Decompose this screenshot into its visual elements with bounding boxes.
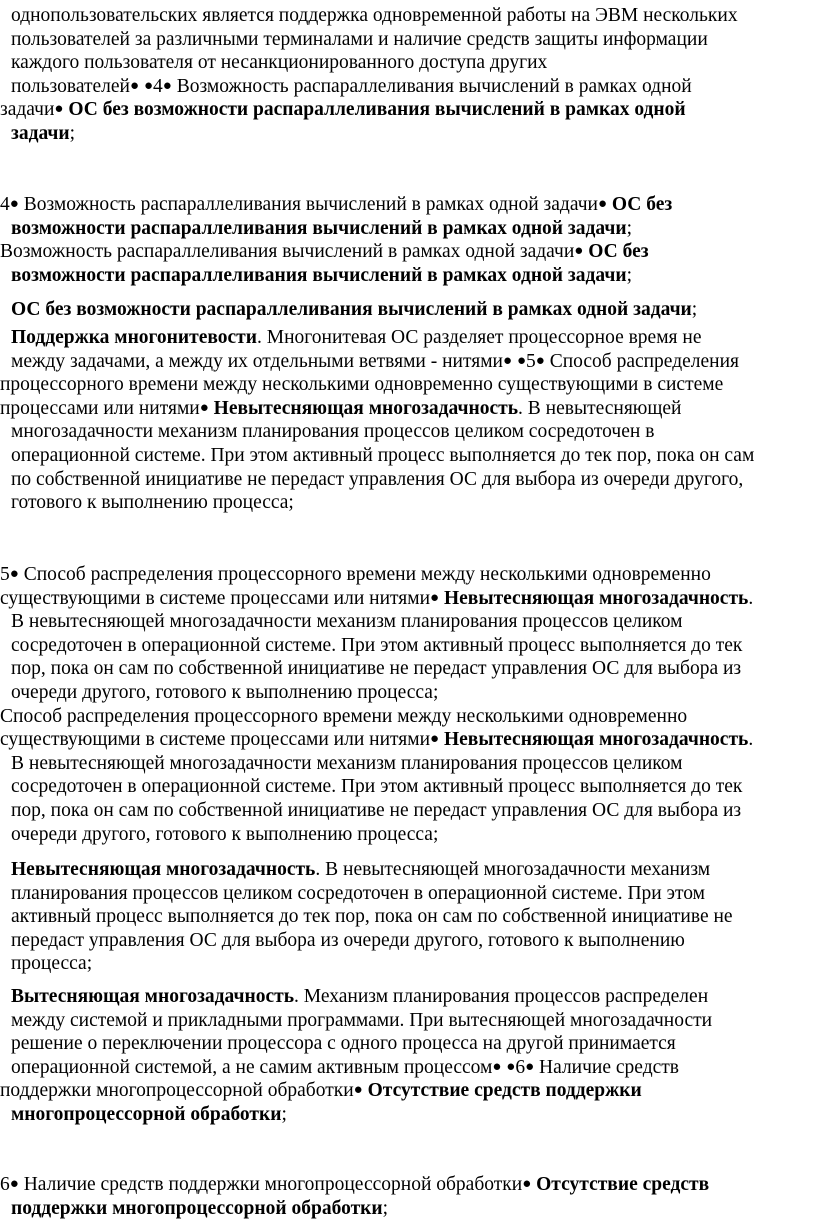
text-run: 4 [0,194,10,215]
text-run: . В невытесняющей [518,397,682,419]
text-line [0,397,790,421]
text-line [0,420,790,444]
paragraph [0,298,790,322]
bold-text-run: возможности распараллеливания вычислений в рамках одной задачи [11,264,627,286]
text-run: В невытесняющей многозадачности механизм планирования процессов целиком [11,752,683,774]
text-line [0,775,790,799]
bullet-icon: ● [9,1176,19,1192]
bullet-icon: ● [522,1176,532,1192]
text-line [0,610,790,634]
text-run: Возможность распараллеливания вычислений в рамках одной задачи [0,241,575,263]
text-run: . Многонитевая ОС разделяет процессорное время не [257,327,702,348]
text-line [0,28,790,52]
bold-text-run: возможности распараллеливания вычислений в рамках одной задачи [11,217,627,239]
text-run: процессами или нитями [0,397,200,419]
text-line [0,491,790,515]
text-line [0,681,790,705]
text-run: Наличие средств [534,1056,680,1078]
text-run: 5 [0,564,10,585]
text-run: Наличие средств поддержки многопроцессорной обработки [18,1174,523,1195]
text-line [0,373,790,397]
bullet-icon: ● [130,77,140,94]
bullet-icon: ● [574,243,584,260]
text-run: сосредоточен в операционной системе. При этом активный процесс выполняется до тек [11,776,743,798]
text-line [0,634,790,658]
text-run: по собственной инициативе не передаст управления ОС для выбора из очереди другого, [11,468,744,490]
text-run: готового к выполнению процесса; [11,492,294,514]
text-run: 5 [526,350,536,372]
text-run: ; [382,1197,389,1219]
text-run: . В невытесняющей многозадачности механизм [315,859,711,880]
text-run: ; [69,122,76,144]
text-run: . [748,729,754,751]
bullet-icon: ● [503,352,513,369]
text-run: процессорного времени между несколькими одновременно существующими в системе [0,374,724,396]
bold-text-run: Отсутствие средств поддержки [367,1080,642,1102]
text-run: 4 [153,75,163,97]
text-run: каждого пользователя от несанкционированного доступа других [11,52,548,74]
bullet-icon: ● [525,1058,535,1075]
text-line [0,705,790,729]
bold-text-run: ОС без возможности распараллеливания вычислений в рамках одной [68,99,686,121]
paragraph [0,326,790,515]
paragraph [0,1173,790,1220]
bold-text-run: ОС без [611,194,673,215]
bullet-icon: ● [516,352,526,369]
bold-text-run: ОС без возможности распараллеливания вычислений в рамках одной задачи [11,299,692,320]
bullet-icon: ● [199,399,209,416]
text-run: 6 [0,1174,10,1195]
text-line [0,858,790,882]
bullet-icon: ● [162,77,172,94]
bullet-icon: ● [9,196,19,212]
text-run: Способ распределения [544,350,740,372]
text-line [0,217,790,241]
text-line [0,952,790,976]
bold-text-run: Невытесняющая многозадачность [11,859,316,880]
bullet-icon: ● [430,589,440,606]
text-run: В невытесняющей многозадачности механизм планирования процессов целиком [11,611,683,633]
bullet-icon: ● [597,196,608,212]
text-run: активный процесс выполняется до тек пор, пока он сам по собственной инициативе не [11,906,733,928]
bullet-icon: ● [492,1058,502,1075]
text-run: . Механизм планирования процессов распределен [294,986,709,1007]
bold-text-run: Невытесняющая многозадачность [443,587,749,609]
text-run: между задачами, а между их отдельными ветвями - нитями [11,350,503,372]
text-line [0,587,790,611]
text-line [0,929,790,953]
text-line [0,1197,790,1221]
bold-text-run: задачи [11,122,70,144]
bold-text-run: Невытесняющая многозадачность [213,397,519,419]
text-line [0,51,790,75]
text-line [0,1079,790,1103]
text-line [0,122,790,146]
text-run: пользователей [11,75,130,97]
text-line [0,4,790,28]
text-run: решение о переключении процессора с одного процесса на другой принимается [11,1033,676,1055]
text-line [0,1103,790,1127]
text-line [0,1173,790,1197]
text-run: ; [626,264,632,286]
paragraph [0,563,790,846]
text-line [0,193,790,217]
bold-text-run: многопроцессорной обработки [11,1103,282,1125]
bullet-icon: ● [353,1082,363,1099]
text-line [0,75,790,99]
paragraph [0,858,790,976]
text-run: 6 [515,1056,526,1078]
bold-text-run: Вытесняющая многозадачность [11,986,295,1007]
text-run: однопользовательских является поддержка одновременной работы на ЭВМ нескольких [11,5,738,26]
bold-text-run: Поддержка многонитевости [11,327,257,348]
text-line [0,728,790,752]
text-line [0,823,790,847]
bullet-icon: ● [430,731,440,748]
bold-text-run: Невытесняющая многозадачность [443,729,749,751]
text-run: ; [691,299,698,320]
text-line [0,563,790,587]
text-run: Способ распределения процессорного времени между несколькими одновременно [0,705,688,727]
text-run: очереди другого, готового к выполнению процесса; [11,823,439,845]
text-run: многозадачности механизм планирования процессов целиком сосредоточен в [11,421,655,443]
text-line [0,298,790,322]
text-run: Возможность распараллеливания вычислений в рамках одной [171,75,692,97]
text-run: существующими в системе процессами или нитями [0,587,431,609]
text-run: . [748,587,754,609]
paragraph [0,985,790,1127]
text-line [0,264,790,288]
text-line [0,350,790,374]
text-run: поддержки многопроцессорной обработки [0,1080,354,1102]
text-run: сосредоточен в операционной системе. При этом активный процесс выполняется до тек [11,634,743,656]
bold-text-run: Отсутствие средств [536,1174,710,1195]
text-run: Возможность распараллеливания вычислений в рамках одной задачи [18,194,598,215]
text-line [0,444,790,468]
text-line [0,326,790,350]
text-run: пор, пока он сам по собственной инициативе не передаст управления ОС для выбора из [11,658,742,680]
text-run: ; [626,217,632,239]
bullet-icon: ● [535,352,545,369]
text-run: пор, пока он сам по собственной инициативе не передаст управления ОС для выбора из [11,799,742,821]
text-line [0,1032,790,1056]
bullet-icon: ● [506,1058,516,1075]
text-run: процесса; [11,953,93,975]
text-line [0,1009,790,1033]
text-line [0,985,790,1009]
text-run: операционной системе. При этом активный процесс выполняется до тек пор, пока он сам [11,444,755,466]
bullet-icon: ● [143,77,153,94]
text-line [0,468,790,492]
text-run: планирования процессов целиком сосредоточен в операционной системе. При этом [11,882,705,904]
text-run: ; [281,1103,287,1125]
text-run: Способ распределения процессорного времени между несколькими одновременно [18,564,711,585]
bullet-icon: ● [54,101,64,118]
text-line [0,882,790,906]
bold-text-run: ОС без [588,241,649,263]
text-run: очереди другого, готового к выполнению процесса; [11,681,439,703]
bold-text-run: поддержки многопроцессорной обработки [11,1197,383,1219]
text-line [0,657,790,681]
text-line [0,1056,790,1080]
paragraph [0,193,790,287]
text-run: пользователей за различными терминалами и наличие средств защиты информации [11,28,708,50]
text-line [0,98,790,122]
text-run: задачи [0,99,55,121]
text-run: между системой и прикладными программами. При вытесняющей многозадачности [11,1009,713,1031]
bullet-icon: ● [9,566,19,582]
text-run: операционной системой, а не самим активным процессом [11,1056,493,1078]
text-line [0,240,790,264]
text-line [0,752,790,776]
text-line [0,905,790,929]
text-line [0,799,790,823]
text-run: передаст управления ОС для выбора из очереди другого, готового к выполнению [11,929,685,951]
text-run: существующими в системе процессами или нитями [0,729,431,751]
paragraph [0,4,790,146]
